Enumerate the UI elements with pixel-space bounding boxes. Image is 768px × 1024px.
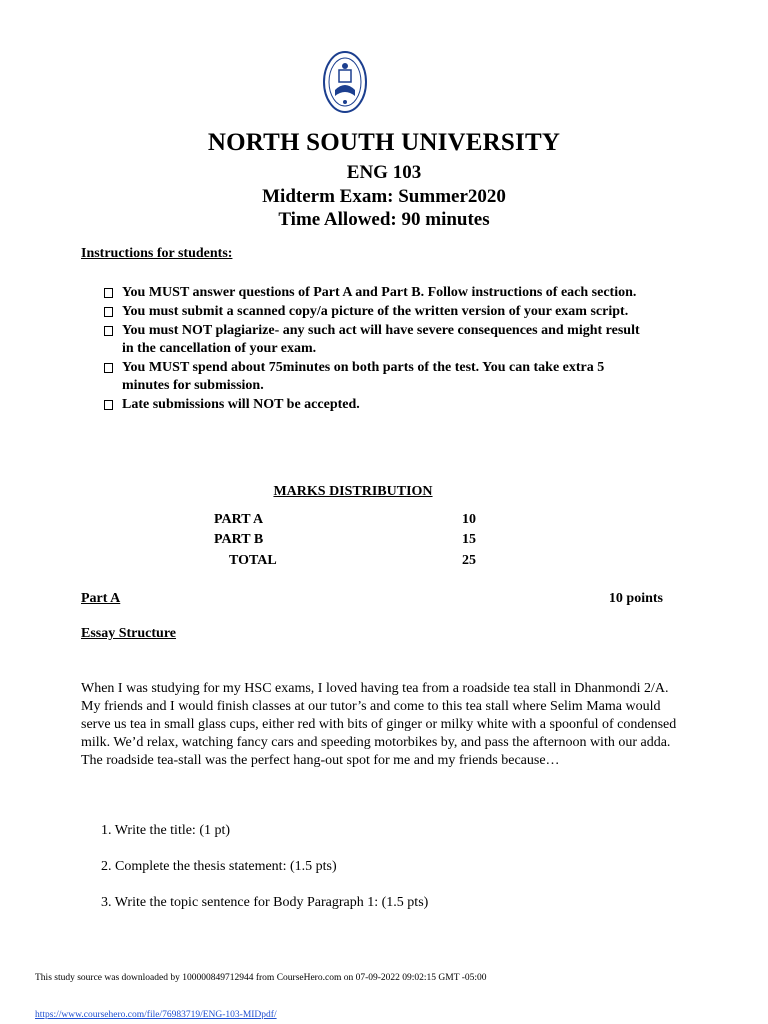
marks-value-total: 25 (462, 553, 476, 568)
marks-label-total: TOTAL (229, 553, 277, 568)
instruction-item: You must submit a scanned copy/a picture of the written version of your exam script. (104, 303, 644, 321)
download-notice: This study source was downloaded by 100000849712944 from CourseHero.com on 07-09-2022 09:02:15 GMT -05:00 (35, 973, 487, 983)
question-list (101, 822, 428, 930)
marks-distribution-heading: MARKS DISTRIBUTION (273, 484, 433, 499)
bullet-box-icon (104, 400, 113, 410)
bullet-box-icon (104, 307, 113, 317)
marks-label-part-b: PART B (214, 532, 264, 547)
question-item: 3. Write the topic sentence for Body Paragraph 1: (1.5 pts) (101, 895, 429, 910)
time-allowed: Time Allowed: 90 minutes (278, 209, 490, 230)
university-seal-icon (322, 50, 368, 114)
instruction-item: Late submissions will NOT be accepted. (104, 396, 644, 414)
marks-value-part-b: 15 (462, 532, 476, 547)
course-code: ENG 103 (346, 162, 422, 183)
question-item: 1. Write the title: (1 pt) (101, 823, 231, 838)
university-name: NORTH SOUTH UNIVERSITY (207, 129, 561, 156)
bullet-box-icon (104, 288, 113, 298)
bullet-box-icon (104, 363, 113, 373)
instructions-heading: Instructions for students: (81, 246, 233, 261)
source-link[interactable]: https://www.coursehero.com/file/76983719/ENG-103-MIDpdf/ (35, 1010, 277, 1020)
exam-title: Midterm Exam: Summer2020 (262, 186, 506, 207)
bullet-box-icon (104, 326, 113, 336)
instruction-item: You must NOT plagiarize- any such act will have severe consequences and might result in the cancellation of your exam. (104, 322, 644, 358)
question-item: 2. Complete the thesis statement: (1.5 pts) (101, 859, 337, 874)
instruction-item: You MUST spend about 75minutes on both parts of the test. You can take extra 5 minutes for submission. (104, 359, 644, 395)
essay-structure-heading: Essay Structure (81, 626, 177, 641)
part-a-points: 10 points (608, 591, 663, 606)
instructions-list (104, 284, 644, 415)
marks-value-part-a: 10 (462, 512, 476, 527)
marks-label-part-a: PART A (214, 512, 264, 527)
essay-passage: When I was studying for my HSC exams, I loved having tea from a roadside tea stall in Dhanmondi 2/A. My friends and I would finish classes at our tutor’s and come to this tea stall where Selim Mama would serve us tea in small glass cups, either red with bits of ginger or milky white with a spoonful of condensed milk. We’d relax, watching fancy cars and speeding motorbikes by, and pass the afternoon with our adda. The roadside tea-stall was the perfect hang-out spot for me and my friends because… (81, 681, 677, 768)
part-a-heading: Part A (81, 591, 121, 606)
instruction-item: You MUST answer questions of Part A and Part B. Follow instructions of each section. (104, 284, 644, 302)
